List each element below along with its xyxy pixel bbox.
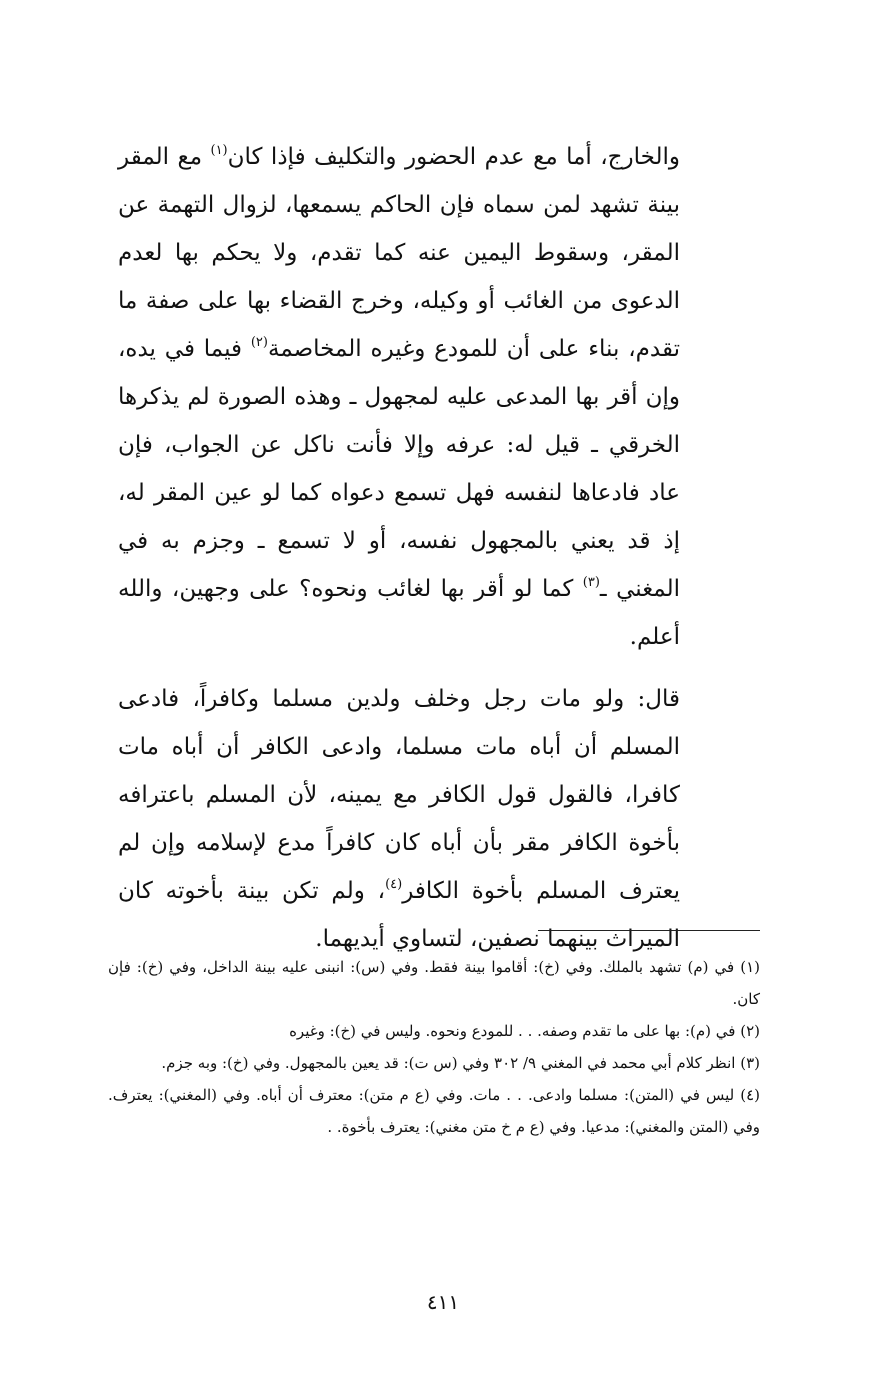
footnote-3: (٣) انظر كلام أبي محمد في المغني ٩/ ٣٠٢ وفي (س ت): قد يعين بالمجهول. وفي (خ): وبه جزم. bbox=[161, 1054, 760, 1072]
text-run: مع المقر بينة تشهد لمن سماه فإن الحاكم يسمعها، لزوال التهمة عن المقر، وسقوط اليمين عنه كما تقدم، ولا يحكم بها لعدم الدعوى من الغائب أو وكيله، وخرج القضاء بها على صفة ما تقدم، بناء على أن للمودع وغيره المخاصمة bbox=[118, 144, 680, 362]
footnote-ref-4: (٤) bbox=[385, 877, 403, 892]
footnote-4: (٤) ليس في (المتن): مسلما وادعى. . . مات. وفي (ع م متن): معترف أن أباه. وفي (المغني): يعترف. وفي (المتن والمغني): مدعيا. وفي (ع م خ متن مغني): يعترف بأخوة. . bbox=[108, 1086, 760, 1136]
main-text bbox=[118, 133, 680, 963]
page-number: ٤١١ bbox=[426, 1290, 460, 1314]
text-run: فيما في يده، وإن أقر بها المدعى عليه لمجهول ـ وهذه الصورة لم يذكرها الخرقي ـ قيل له: عرفه وإلا فأنت ناكل عن الجواب، فإن عاد فادعاها لنفسه فهل تسمع دعواه كما لو عين المقر له، إذ قد يعني بالمجهول نفسه، أو لا تسمع ـ وجزم به في المغني ـ bbox=[118, 336, 680, 602]
paragraph-gap bbox=[118, 661, 680, 675]
footnote-ref-1: (١) bbox=[210, 143, 228, 158]
footnote-1: (١) في (م) تشهد بالملك. وفي (خ): أقاموا بينة فقط. وفي (س): انبنى عليه بينة الداخل، وفي (خ): فإن كان. bbox=[108, 958, 760, 1008]
footnote-ref-2: (٢) bbox=[250, 335, 268, 350]
text-run: ، ولم تكن بينة بأخوته كان الميراث بينهما نصفين، لتساوي أيديهما. bbox=[118, 878, 680, 952]
footnote-separator bbox=[538, 930, 760, 931]
paragraph-1 bbox=[118, 133, 680, 661]
text-run: والخارج، أما مع عدم الحضور والتكليف فإذا كان bbox=[227, 144, 680, 170]
paragraph-2 bbox=[118, 675, 680, 963]
text-run: كما لو أقر بها لغائب ونحوه؟ على وجهين، والله أعلم. bbox=[118, 576, 680, 650]
text-run: قال: ولو مات رجل وخلف ولدين مسلما وكافراً، فادعى المسلم أن أباه مات مسلما، وادعى الكافر أن أباه مات كافرا، فالقول قول الكافر مع يمينه، لأن المسلم باعترافه بأخوة الكافر مقر بأن أباه كان كافراً مدع لإسلامه وإن لم يعترف المسلم بأخوة الكافر bbox=[118, 686, 680, 904]
footnote-2: (٢) في (م): بها على ما تقدم وصفه. . . للمودع ونحوه. وليس في (خ): وغيره bbox=[289, 1022, 760, 1040]
footnotes bbox=[108, 951, 760, 1143]
footnote-ref-3: (٣) bbox=[582, 575, 600, 590]
